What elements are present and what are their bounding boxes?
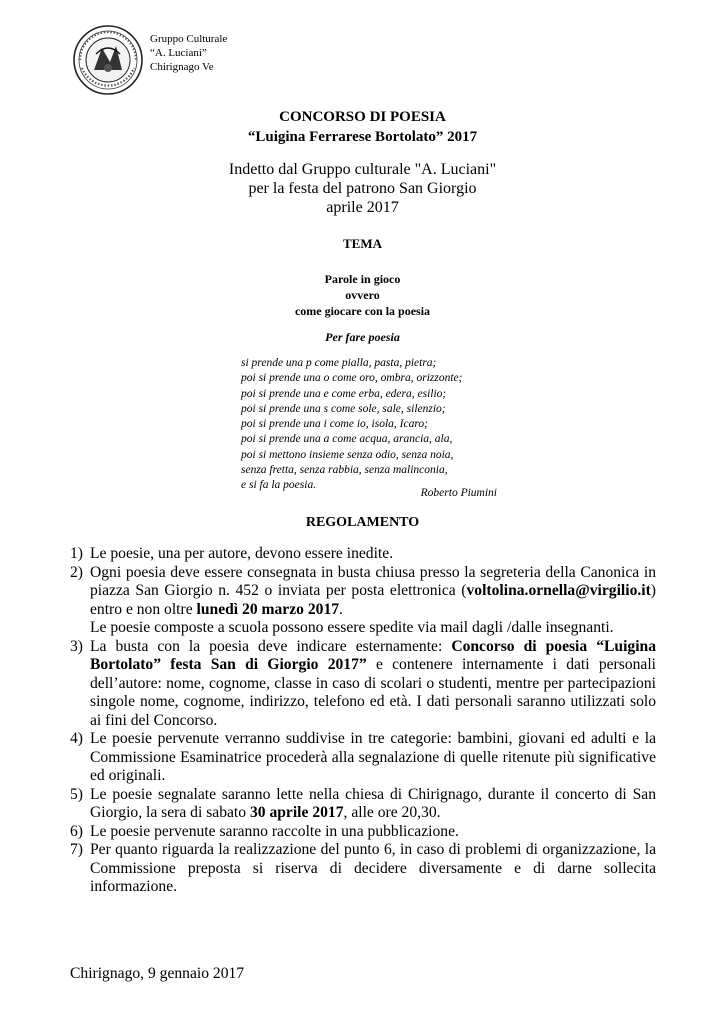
rules-list	[70, 545, 656, 897]
tema-heading: TEMA	[343, 236, 382, 251]
rule-text: Le poesie pervenute verranno suddivise in tre categorie: bambini, giovani ed adulti e la Commissione Esaminatrice procederà alla segnalazione di quelle ritenute più significative ed originali.	[90, 730, 656, 784]
contest-subtitle	[0, 160, 725, 217]
contest-title	[0, 107, 725, 147]
rule-number: 5)	[70, 785, 83, 803]
rule-text: Le poesie pervenute saranno raccolte in una pubblicazione.	[90, 822, 459, 840]
poem-line: poi si prende una i come io, isola, Icaro;	[241, 418, 428, 431]
org-location-line: Chirignago Ve	[150, 61, 214, 73]
rule-item	[70, 823, 656, 842]
rule-number: 4)	[70, 730, 83, 747]
rule-item	[70, 638, 656, 731]
theme-line2: ovvero	[345, 288, 380, 302]
poem-line: si prende una p come pialla, pasta, pietra;	[241, 357, 437, 369]
rule-item	[70, 786, 656, 823]
regolamento-heading: REGOLAMENTO	[305, 515, 420, 530]
poem-line: e si fa la poesia.	[241, 479, 317, 492]
poem-line: poi si prende una o come oro, ombra, orizzonte;	[241, 372, 463, 385]
poem-line: poi si prende una s come sole, sale, silenzio;	[241, 402, 446, 415]
contact-email: voltolina.ornella@virgilio.it	[466, 582, 651, 599]
poem-line: poi si mettono insieme senza odio, senza noia,	[241, 448, 454, 461]
poem-body	[241, 356, 462, 494]
poem-author: Roberto Piumini	[420, 487, 497, 499]
place-and-date: Chirignago, 9 gennaio 2017	[70, 965, 245, 982]
subtitle-line3: aprile 2017	[326, 199, 399, 216]
organization-header	[150, 32, 227, 74]
deadline-date: lunedì 20 marzo 2017	[196, 600, 340, 618]
envelope-label: Concorso di poesia “Luigina Bortolato” festa San di Giorgio 2017”	[90, 637, 656, 673]
subtitle-line2: per la festa del patrono San Giorgio	[248, 180, 477, 197]
rule-item	[70, 564, 656, 638]
rule-text: Le poesie segnalate saranno lette nella chiesa di Chirignago, durante il concerto di San Giorgio, la sera di sabato 30 aprile 2017, alle ore 20,30.	[90, 785, 656, 821]
rule-number: 7)	[70, 841, 83, 858]
poem-line: poi si prende una e come erba, edera, esilio;	[241, 387, 447, 400]
poem-title: Per fare poesia	[325, 330, 400, 344]
rule-item	[70, 545, 656, 564]
contest-title-line2: “Luigina Ferrarese Bortolato” 2017	[247, 129, 478, 145]
rule-number: 2)	[70, 563, 83, 581]
association-seal-logo	[72, 24, 144, 96]
theme-line3: come giocare con la poesia	[294, 304, 431, 318]
rule-text: La busta con la poesia deve indicare esternamente: Concorso di poesia “Luigina Bortolato” festa San di Giorgio 2017” e contenere internamente i dati personali dell’autore: nome, cognome, classe in caso di scolari o studenti, mentre per partecipazioni singole nome, cognome, indirizzo, telefono ed età. I dati personali saranno utilizzati solo ai fini del Concorso.	[90, 637, 656, 729]
theme-text	[0, 271, 725, 319]
subtitle-line1: Indetto dal Gruppo culturale "A. Luciani"	[228, 161, 497, 178]
contest-title-line1: CONCORSO DI POESIA	[279, 109, 446, 125]
rule-item	[70, 841, 656, 897]
rule-text: Le poesie, una per autore, devono essere inedite.	[90, 545, 394, 562]
rule-number: 6)	[70, 822, 83, 840]
poem-line: poi si prende una a come acqua, arancia, ala,	[241, 433, 453, 446]
theme-line1: Parole in gioco	[324, 272, 401, 286]
org-name-line: “A. Luciani”	[150, 47, 207, 59]
rule-number: 1)	[70, 545, 83, 562]
rule-text: Per quanto riguarda la realizzazione del punto 6, in caso di problemi di organizzazione, la Commissione preposta si riserva di decidere diversamente e di darne sollecita informazione.	[90, 841, 656, 895]
org-name-line: Gruppo Culturale	[150, 33, 228, 45]
rule-note: Le poesie composte a scuola possono essere spedite via mail dagli /dalle insegnanti.	[90, 619, 614, 636]
poem-line: senza fretta, senza rabbia, senza malinconia,	[241, 464, 448, 477]
event-date: 30 aprile 2017	[249, 804, 344, 821]
rule-text: Ogni poesia deve essere consegnata in busta chiusa presso la segreteria della Canonica in piazza San Giorgio n. 452 o inviata per posta elettronica (voltolina.ornella@virgilio.it) entro e non oltre lunedì 20 marzo 2017.	[90, 563, 656, 618]
rule-item	[70, 730, 656, 786]
rule-number: 3)	[70, 637, 83, 655]
